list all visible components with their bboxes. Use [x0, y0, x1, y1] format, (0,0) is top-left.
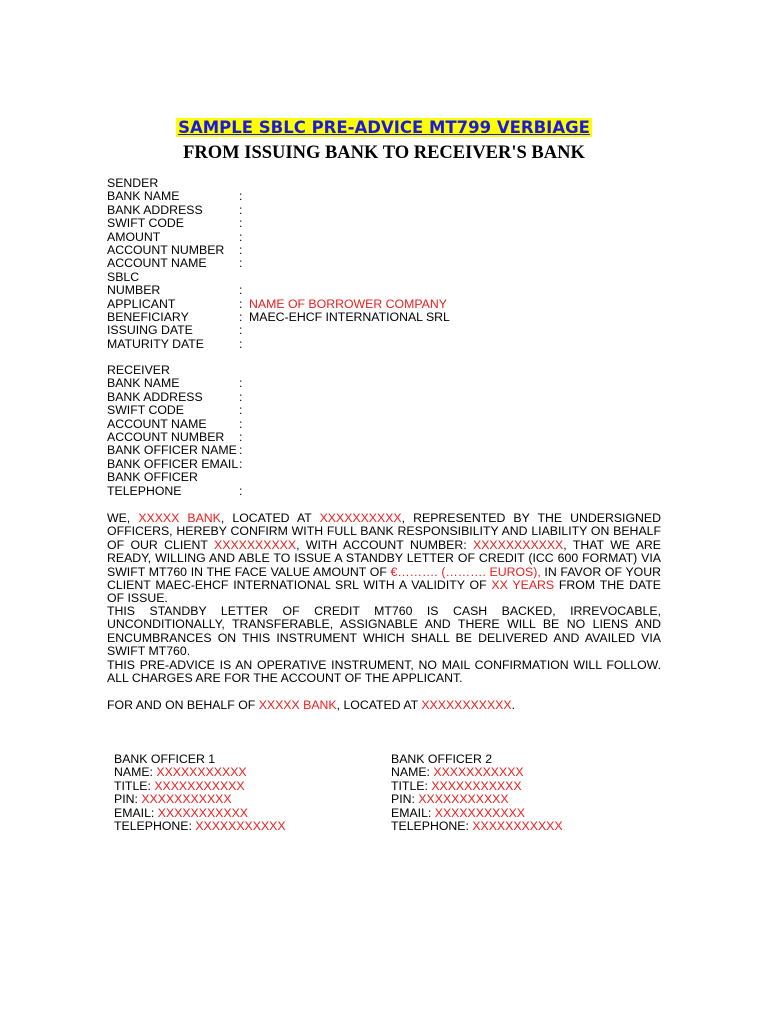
confirmation-paragraph — [107, 512, 661, 606]
field-label: BANK ADDRESS — [107, 389, 203, 404]
officer-field-value: XXXXXXXXXXX — [195, 819, 286, 834]
field-label: MATURITY DATE — [107, 336, 205, 351]
officer-field-label: NAME: — [114, 765, 157, 780]
receiver-row — [107, 377, 249, 390]
officer-field — [114, 820, 286, 833]
receiver-row — [107, 471, 249, 484]
field-colon: : — [239, 283, 243, 298]
location-placeholder: XXXXXXXXXX — [319, 511, 402, 525]
receiver-section — [107, 364, 249, 498]
field-colon: : — [239, 429, 243, 444]
field-colon: : — [239, 336, 243, 351]
paragraph-text: , WITH ACCOUNT NUMBER: — [296, 537, 474, 552]
field-colon: : — [239, 202, 243, 217]
account-placeholder: XXXXXXXXXXX — [473, 537, 564, 552]
field-label: AMOUNT — [107, 229, 161, 244]
paragraph-text: , LOCATED AT — [336, 698, 422, 712]
officer-field — [114, 807, 286, 820]
sender-row — [107, 284, 450, 297]
field-colon: : — [239, 456, 243, 471]
field-label: BANK OFFICER — [107, 470, 198, 485]
applicant-value: NAME OF BORROWER COMPANY — [249, 296, 447, 311]
paragraph-text: THIS PRE-ADVICE IS AN OPERATIVE INSTRUMENT, NO MAIL CONFIRMATION WILL FOLLOW. ALL CHARGES ARE FOR THE ACCOUNT OF THE APPLICANT. — [107, 658, 661, 686]
field-colon: : — [239, 403, 243, 418]
officer-field — [391, 780, 563, 793]
behalf-paragraph — [107, 699, 661, 712]
officer-field-value: XXXXXXXXXXX — [431, 778, 522, 793]
officer-field-label: PIN: — [114, 792, 142, 807]
officer-heading: BANK OFFICER 2 — [391, 752, 493, 766]
receiver-row — [107, 404, 249, 417]
sender-row — [107, 298, 450, 311]
officer-field-label: TITLE: — [114, 778, 155, 793]
field-colon: : — [239, 389, 243, 404]
sender-row — [107, 271, 450, 284]
bank-officer-1-block — [114, 753, 286, 833]
field-colon: : — [239, 416, 243, 431]
officer-field-label: NAME: — [391, 765, 434, 780]
officer-field — [391, 820, 563, 833]
sender-row — [107, 338, 450, 351]
officer-field-value: XXXXXXXXXXX — [472, 819, 563, 834]
paragraph-text: , LOCATED AT — [220, 511, 320, 525]
receiver-row — [107, 485, 249, 498]
field-colon — [239, 271, 249, 284]
officer-field — [391, 807, 563, 820]
sender-row — [107, 231, 450, 244]
officer-field-label: EMAIL: — [114, 805, 158, 820]
bank-placeholder: XXXXX BANK — [138, 511, 221, 525]
field-colon: : — [239, 376, 243, 391]
officer-heading: BANK OFFICER 1 — [114, 752, 216, 766]
field-label: SWIFT CODE — [107, 403, 184, 418]
field-label: ACCOUNT NAME — [107, 416, 207, 431]
document-title — [0, 118, 768, 138]
field-label: TELEPHONE — [107, 483, 182, 498]
receiver-row — [107, 391, 249, 404]
field-label: SBLC — [107, 269, 140, 284]
operative-paragraph — [107, 659, 661, 686]
officer-field — [391, 793, 563, 806]
paragraph-text: THIS STANDBY LETTER OF CREDIT MT760 IS CASH BACKED, IRREVOCABLE, UNCONDITIONALLY, TRANSFERABLE, ASSIGNABLE AND THERE WILL BE NO LIENS AND ENCUMBRANCES ON THIS INSTRUMENT WHICH SHALL BE DELIVERED AND AVAILED VIA SWIFT MT760. — [107, 604, 661, 659]
field-label: ACCOUNT NUMBER — [107, 242, 225, 257]
field-colon: : — [239, 443, 243, 458]
officer-field — [114, 793, 286, 806]
officer-field — [114, 780, 286, 793]
sender-row — [107, 217, 450, 230]
officer-field-value: XXXXXXXXXXX — [434, 805, 525, 820]
officer-field-value: XXXXXXXXXXX — [141, 792, 232, 807]
paragraph-text: FROM THE DATE OF ISSUE. — [107, 578, 661, 606]
officer-field-value: XXXXXXXXXXX — [433, 765, 524, 780]
field-label: APPLICANT — [107, 296, 176, 311]
field-colon: : — [239, 296, 243, 311]
sender-heading: SENDER — [107, 176, 159, 190]
sender-section — [107, 177, 450, 351]
field-colon: : — [239, 323, 243, 338]
officer-field-label: TELEPHONE: — [114, 819, 196, 834]
officer-field-label: TELEPHONE: — [391, 819, 473, 834]
terms-paragraph — [107, 605, 661, 659]
field-label: NUMBER — [107, 283, 161, 298]
beneficiary-value: MAEC-EHCF INTERNATIONAL SRL — [249, 309, 450, 324]
validity-placeholder: XX YEARS — [491, 578, 555, 593]
field-colon: : — [239, 309, 243, 324]
officer-field — [391, 766, 563, 779]
bank-officer-2-block — [391, 753, 563, 833]
field-label: BENEFICIARY — [107, 309, 189, 324]
field-colon: : — [239, 189, 243, 204]
sender-row — [107, 204, 450, 217]
officer-field-label: PIN: — [391, 792, 419, 807]
officer-field-label: TITLE: — [391, 778, 432, 793]
sender-row — [107, 257, 450, 270]
field-colon: : — [239, 256, 243, 271]
field-colon: : — [239, 242, 243, 257]
officer-field-value: XXXXXXXXXXX — [157, 805, 248, 820]
paragraph-text: , THAT WE ARE READY, WILLING AND ABLE TO ISSUE A STANDBY LETTER OF CREDIT (ICC 600 FORMAT) VIA SWIFT MT760 IN THE FACE VALUE AMOUNT OF — [107, 537, 661, 579]
paragraph-text: WE, — [107, 511, 139, 525]
document-title-text: SAMPLE SBLC PRE-ADVICE MT799 VERBIAGE — [178, 118, 590, 137]
receiver-row — [107, 458, 249, 471]
amount-placeholder: €………. (………. EUROS), — [390, 564, 541, 579]
receiver-row — [107, 444, 249, 457]
sender-row — [107, 324, 450, 337]
officer-field — [114, 766, 286, 779]
field-label: SWIFT CODE — [107, 216, 184, 231]
field-label: BANK ADDRESS — [107, 202, 203, 217]
officer-field-label: EMAIL: — [391, 805, 435, 820]
field-label: BANK NAME — [107, 189, 180, 204]
receiver-row — [107, 418, 249, 431]
paragraph-text: IN FAVOR OF YOUR CLIENT MAEC-EHCF INTERNATIONAL SRL WITH A VALIDITY OF — [107, 564, 661, 593]
bank-placeholder: XXXXX BANK — [258, 698, 337, 712]
field-label: BANK OFFICER NAME — [107, 443, 237, 458]
receiver-row — [107, 431, 249, 444]
field-colon: : — [239, 483, 243, 498]
field-label: BANK NAME — [107, 376, 180, 391]
paragraph-text: , REPRESENTED BY THE UNDERSIGNED OFFICERS, HEREBY CONFIRM WITH FULL BANK RESPONSIBILITY AND LIABILITY ON BEHALF OF OUR CLIENT — [107, 511, 661, 552]
sender-row — [107, 190, 450, 203]
receiver-heading: RECEIVER — [107, 363, 170, 377]
officer-field-value: XXXXXXXXXXX — [156, 765, 247, 780]
field-label: ACCOUNT NAME — [107, 256, 207, 271]
field-label: BANK OFFICER EMAIL — [107, 456, 239, 471]
field-label: ISSUING DATE — [107, 323, 193, 338]
sender-row — [107, 311, 450, 324]
field-colon: : — [239, 229, 243, 244]
document-subtitle: FROM ISSUING BANK TO RECEIVER'S BANK — [183, 143, 585, 163]
field-colon: : — [239, 216, 243, 231]
officer-field-value: XXXXXXXXXXX — [154, 778, 245, 793]
paragraph-text: . — [511, 698, 515, 712]
field-colon — [239, 471, 249, 484]
client-placeholder: XXXXXXXXXX — [214, 537, 297, 552]
paragraph-text: FOR AND ON BEHALF OF — [107, 698, 259, 712]
field-label: ACCOUNT NUMBER — [107, 429, 225, 444]
officer-field-value: XXXXXXXXXXX — [418, 792, 509, 807]
sender-row — [107, 244, 450, 257]
location-placeholder: XXXXXXXXXXX — [421, 698, 512, 712]
